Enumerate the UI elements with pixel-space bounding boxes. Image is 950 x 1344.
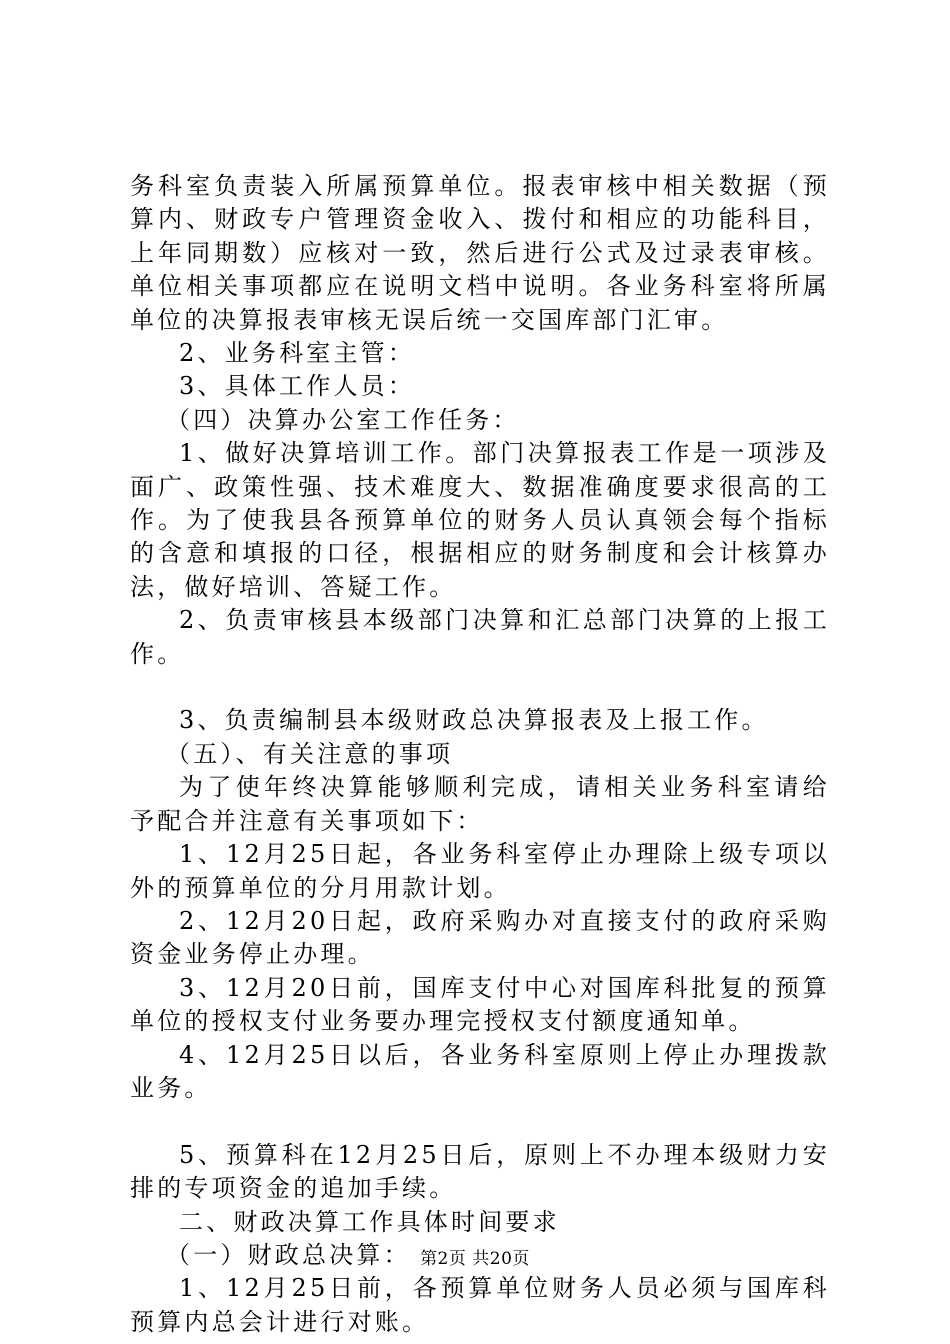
paragraph-note-2: 2、12月20日起，政府采购办对直接支付的政府采购资金业务停止办理。 bbox=[130, 906, 830, 969]
heading-time-requirements: 二、财政决算工作具体时间要求 bbox=[179, 1207, 560, 1236]
paragraph-note-3: 3、12月20日前，国库支付中心对国库科批复的预算单位的授权支付业务要办理完授权支付额度通知单。 bbox=[130, 973, 830, 1036]
paragraph-supervisor: 2、业务科室主管： bbox=[179, 339, 416, 368]
heading-notes: （五）、有关注意的事项 bbox=[166, 739, 454, 768]
paragraph-review: 2、负责审核县本级部门决算和汇总部门决算的上报工作。 bbox=[130, 606, 830, 668]
document-body bbox=[130, 170, 830, 1339]
heading-office-tasks: （四）决算办公室工作任务： bbox=[166, 405, 520, 434]
paragraph-continuation: 务科室负责装入所属预算单位。报表审核中相关数据（预算内、财政专户管理资金收入、拨付和相应的功能科目，上年同期数）应核对一致，然后进行公式及过录表审核。单位相关事项都应在说明文档中说明。各业务科室将所属单位的决算报表审核无误后统一交国库部门汇审。 bbox=[130, 172, 830, 334]
paragraph-staff: 3、具体工作人员： bbox=[179, 372, 416, 401]
paragraph-note-1: 1、12月25日起，各业务科室停止办理除上级专项以外的预算单位的分月用款计划。 bbox=[130, 840, 830, 902]
paragraph-training: 1、做好决算培训工作。部门决算报表工作是一项涉及面广、政策性强、技术难度大、数据准确度要求很高的工作。为了使我县各预算单位的财务人员认真领会每个指标的含意和填报的口径，根据相应的财务制度和会计核算办法，做好培训、答疑工作。 bbox=[130, 439, 830, 601]
paragraph-intro-notes: 为了使年终决算能够顺利完成，请相关业务科室请给予配合并注意有关事项如下： bbox=[130, 773, 830, 835]
paragraph-compile: 3、负责编制县本级财政总决算报表及上报工作。 bbox=[179, 706, 769, 735]
page-footer: 第2页 共20页 bbox=[420, 1249, 530, 1269]
heading-general-accounts: （一）财政总决算： bbox=[166, 1240, 411, 1269]
paragraph-reconcile: 1、12月25日前，各预算单位财务人员必须与国库科预算内总会计进行对账。 bbox=[130, 1274, 830, 1336]
paragraph-note-4: 4、12月25日以后，各业务科室原则上停止办理拨款业务。 bbox=[130, 1040, 830, 1102]
paragraph-note-5: 5、预算科在12月25日后，原则上不办理本级财力安排的专项资金的追加手续。 bbox=[130, 1140, 830, 1203]
